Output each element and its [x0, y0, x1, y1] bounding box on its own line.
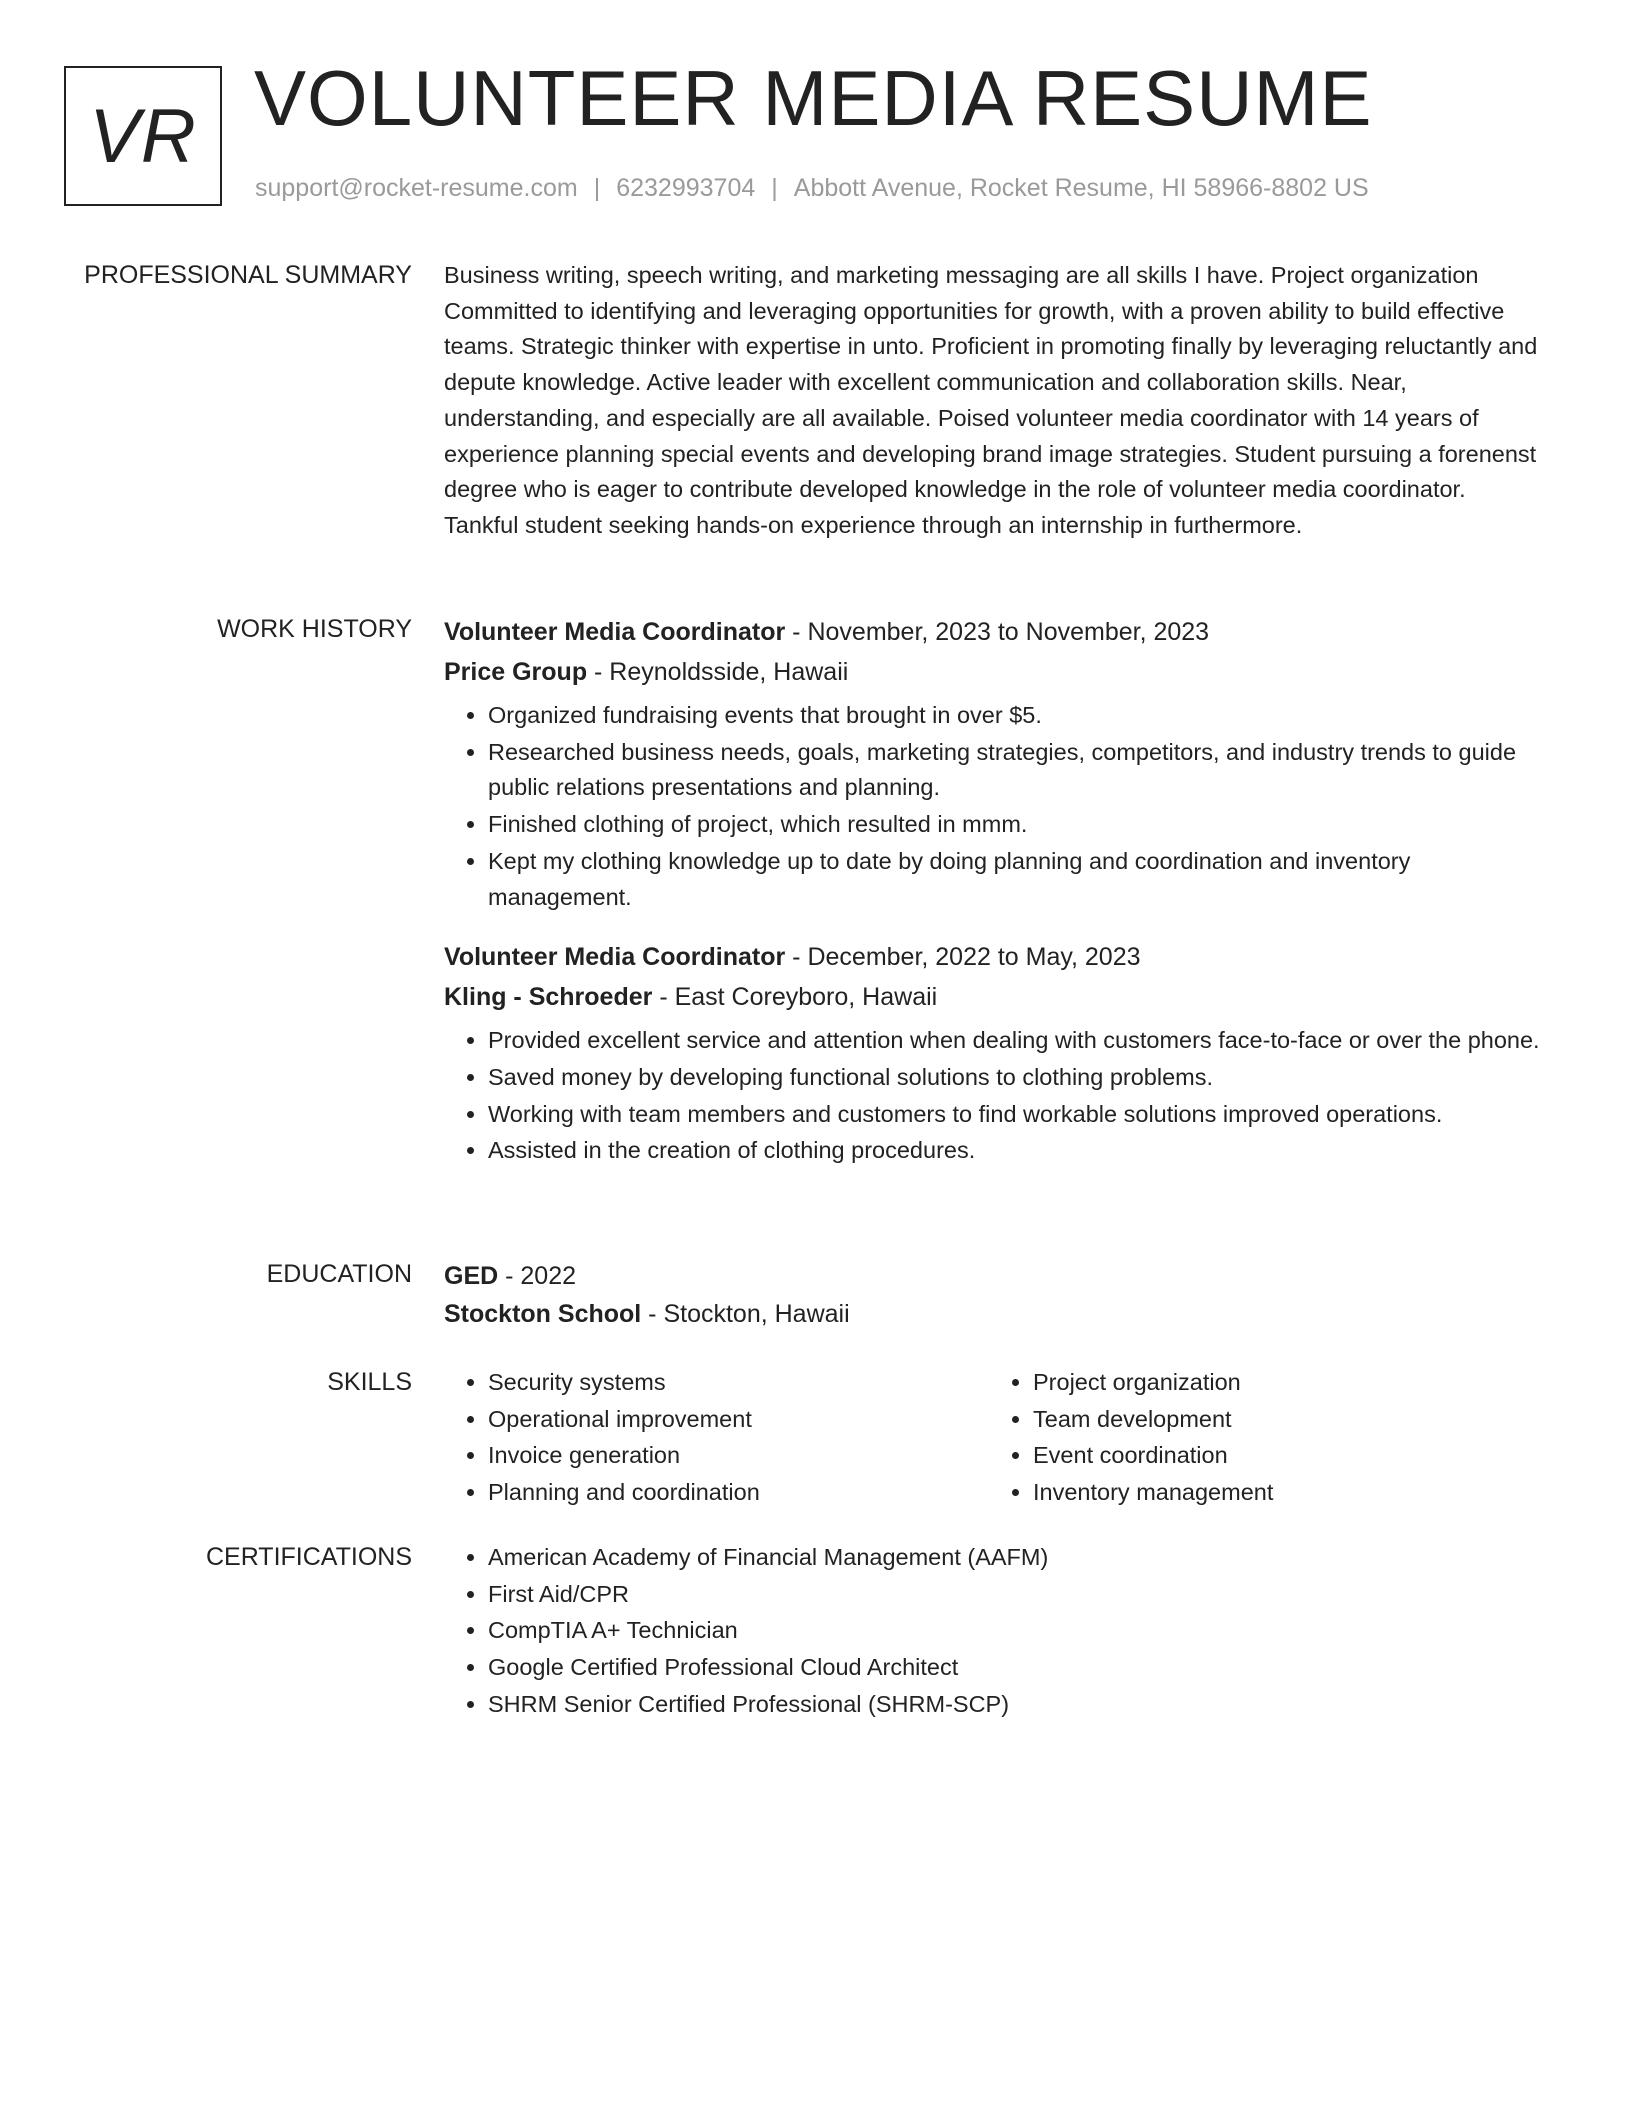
job-bullet: • Organized fundraising events that brought in over $5. [488, 698, 1544, 734]
skills-grid [444, 1365, 1544, 1512]
certification-item: • Google Certified Professional Cloud Architect [488, 1650, 1544, 1686]
job-bullet: • Researched business needs, goals, marketing strategies, competitors, and industry trends to guide public relations presentations and planning. [488, 735, 1544, 806]
contact-phone: 6232993704 [616, 174, 756, 202]
skills-column-left [444, 1365, 989, 1512]
education-degree-line [444, 1257, 1544, 1295]
contact-line [255, 174, 1369, 203]
education-body [444, 1257, 1544, 1333]
summary-body [444, 258, 1544, 544]
skill-item: • Invoice generation [488, 1438, 989, 1474]
work-history-body [444, 612, 1544, 1185]
job-company: Kling - Schroeder [444, 983, 653, 1012]
job-entry [444, 612, 1544, 915]
job-bullet: • Saved money by developing functional solutions to clothing problems. [488, 1060, 1544, 1096]
skills-body [444, 1365, 1544, 1512]
job-entry [444, 937, 1544, 1169]
job-bullet: • Finished clothing of project, which resulted in mmm. [488, 807, 1544, 843]
job-title-line [444, 612, 1544, 652]
skills-column-right [989, 1365, 1534, 1512]
resume-title: VOLUNTEER MEDIA RESUME [254, 54, 1373, 142]
job-company-line [444, 652, 1544, 692]
work-history-label: WORK HISTORY [217, 615, 412, 643]
job-bullets [444, 1023, 1544, 1169]
job-location: - East Coreyboro, Hawaii [652, 983, 938, 1012]
skill-item: • Security systems [488, 1365, 989, 1401]
skill-item: • Team development [1033, 1402, 1534, 1438]
monogram-initials: VR [89, 93, 197, 179]
job-title-line [444, 937, 1544, 977]
skills-list [444, 1365, 989, 1511]
job-company-line [444, 977, 1544, 1017]
education-school: Stockton School [444, 1300, 642, 1328]
job-location: - Reynoldsside, Hawaii [587, 658, 849, 686]
monogram-box [64, 66, 222, 206]
job-company: Price Group [444, 658, 588, 686]
education-degree: GED [444, 1262, 499, 1290]
skill-item: • Event coordination [1033, 1438, 1534, 1474]
certifications-body [444, 1540, 1544, 1724]
summary-text: Business writing, speech writing, and marketing messaging are all skills I have. Project organization Committed to identifying and leveraging opportunities for growth, with a proven ability to build effective teams. Strategic thinker with expertise in unto. Proficient in promoting finally by leveraging reluctantly and depute knowledge. Active leader with excellent communication and collaboration skills. Near, understanding, and especially are all available. Poised volunteer media coordinator with 14 years of experience planning special events and developing brand image strategies. Student pursuing a forenenst degree who is eager to contribute developed knowledge in the role of volunteer media coordinator. Tankful student seeking hands-on experience through an internship in furthermore. [444, 262, 1538, 538]
certification-item: • SHRM Senior Certified Professional (SHRM-SCP) [488, 1687, 1544, 1723]
skill-item: • Inventory management [1033, 1475, 1534, 1511]
contact-separator: | [593, 174, 601, 202]
education-year: - 2022 [498, 1262, 577, 1290]
summary-label: PROFESSIONAL SUMMARY [84, 261, 412, 289]
certifications-label: CERTIFICATIONS [205, 1543, 412, 1571]
job-dates: - November, 2023 to November, 2023 [785, 618, 1210, 646]
contact-separator: | [771, 174, 778, 202]
skills-label: SKILLS [327, 1368, 412, 1396]
job-bullet: • Working with team members and customers to find workable solutions improved operations. [488, 1097, 1544, 1133]
job-bullet: • Assisted in the creation of clothing procedures. [488, 1133, 1544, 1169]
certifications-list [444, 1540, 1544, 1723]
education-label: EDUCATION [266, 1260, 412, 1288]
job-bullet: • Provided excellent service and attention when dealing with customers face-to-face or over the phone. [488, 1023, 1544, 1059]
job-bullets [444, 698, 1544, 915]
skill-item: • Planning and coordination [488, 1475, 989, 1511]
skill-item: • Operational improvement [488, 1402, 989, 1438]
education-school-line [444, 1295, 1544, 1333]
job-bullet: • Kept my clothing knowledge up to date by doing planning and coordination and inventory management. [488, 844, 1544, 915]
contact-address: Abbott Avenue, Rocket Resume, HI 58966-8802 US [793, 174, 1369, 202]
job-dates: - December, 2022 to May, 2023 [785, 943, 1141, 972]
certification-item: • CompTIA A+ Technician [488, 1613, 1544, 1649]
certification-item: • American Academy of Financial Management (AAFM) [488, 1540, 1544, 1576]
certification-item: • First Aid/CPR [488, 1577, 1544, 1613]
skills-list [989, 1365, 1534, 1511]
skill-item: • Project organization [1033, 1365, 1534, 1401]
job-title: Volunteer Media Coordinator [444, 943, 786, 972]
contact-email: support@rocket-resume.com [255, 174, 578, 202]
job-title: Volunteer Media Coordinator [444, 618, 786, 646]
education-location: - Stockton, Hawaii [641, 1300, 850, 1328]
